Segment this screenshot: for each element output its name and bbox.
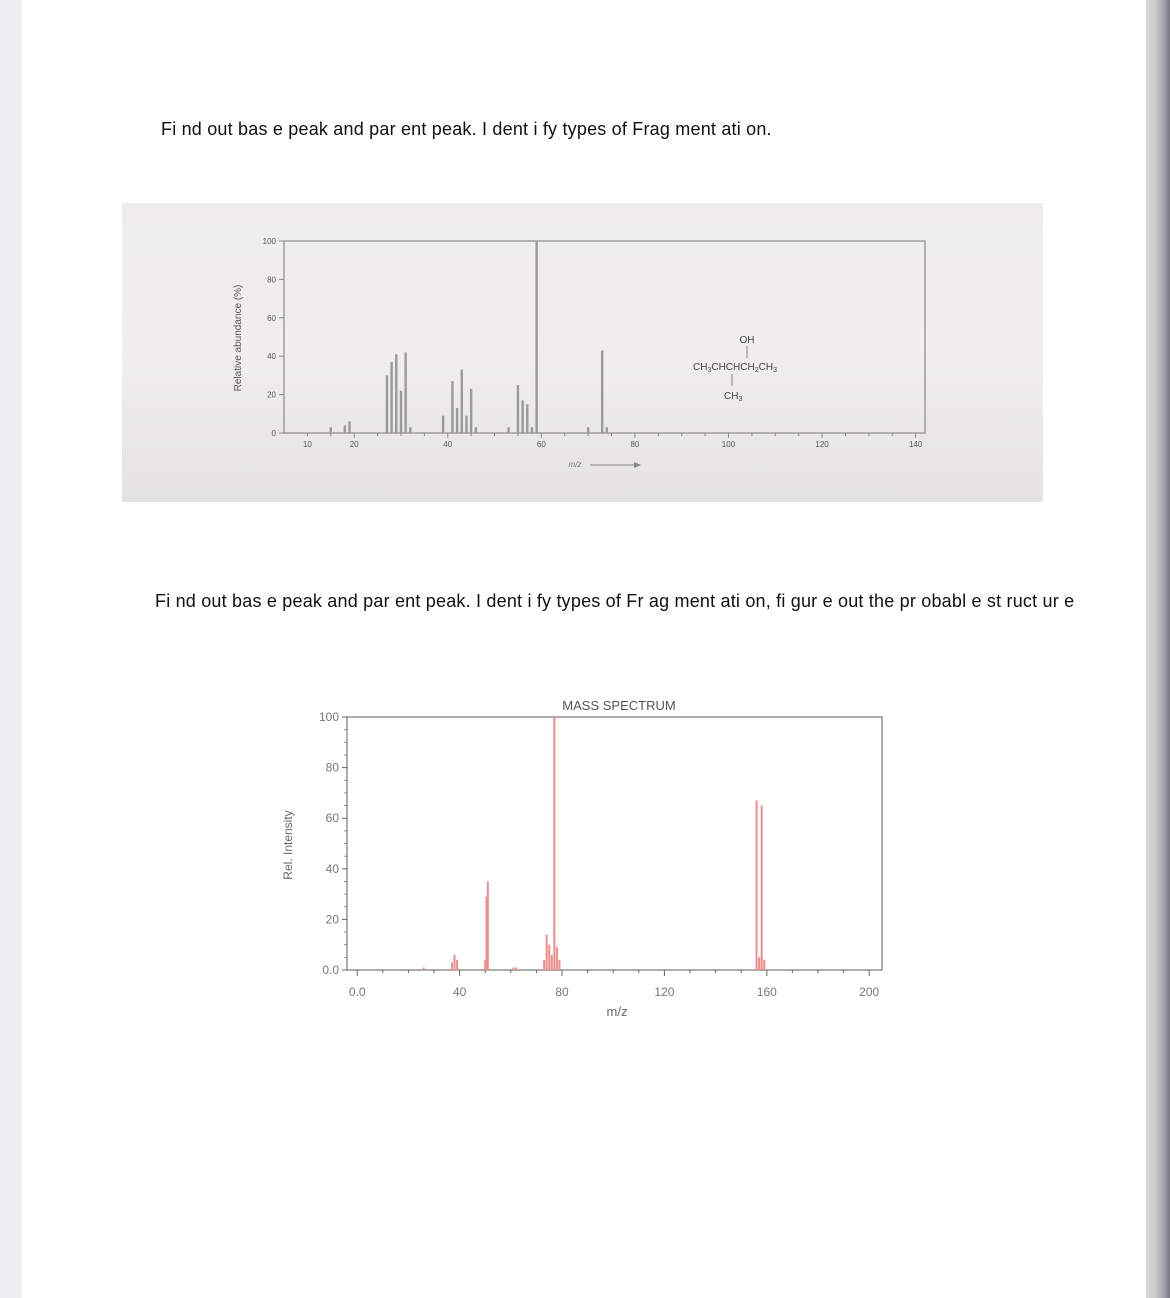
chart-1-peak-bar: [400, 391, 402, 433]
chart-2-x-tick-label: 160: [756, 985, 777, 999]
chart-1-peak-bar: [348, 421, 350, 433]
chart-1-peak-bar: [442, 416, 444, 433]
chart-1-y-tick-label: 60: [267, 313, 276, 323]
chart-2-peak-bar: [487, 881, 489, 970]
chart-1-y-tick-label: 20: [267, 390, 276, 400]
chart-1-x-tick-label: 140: [908, 440, 923, 449]
structure-chain-part: CHCHCH: [711, 362, 755, 373]
chart-2-peak-bar: [454, 955, 456, 970]
chart-1-peak-bar: [344, 425, 346, 433]
chart-1-peak-bar: [390, 362, 392, 433]
chart-2-peak-bar: [515, 967, 517, 970]
chart-1-x-axis-arrowhead: [634, 462, 641, 468]
question-1-text: Fi nd out bas e peak and par ent peak. I dent i fy types of Frag ment ati on.: [161, 119, 772, 139]
structure-chain-subscript: 2: [754, 367, 759, 374]
chart-2-peak-bar: [548, 945, 550, 970]
chart-2-x-tick-label: 80: [555, 985, 569, 999]
chart-1-x-tick-label: 10: [302, 440, 312, 449]
chart-2-mass-spectrum: [260, 690, 960, 1050]
chart-2-peak-bar: [543, 960, 545, 970]
chart-1-peak-bar: [451, 381, 453, 433]
chart-1-peak-bar: [409, 427, 411, 433]
chart-1-y-tick-label: 0: [271, 429, 276, 438]
chart-1-x-axis-title: m/z: [568, 460, 582, 469]
chart-1-peak-bar: [587, 427, 589, 433]
chart-1-peak-bar: [386, 375, 388, 433]
chart-1-x-tick-label: 80: [630, 440, 640, 449]
chart-1-y-tick-label: 80: [267, 275, 276, 285]
structure-methyl: [724, 391, 742, 403]
chart-1-peak-bar: [517, 385, 519, 433]
chart-2-y-tick-label: 60: [325, 811, 339, 826]
chart-2-peak-bar: [423, 967, 425, 970]
chart-2-y-tick-label: 80: [325, 760, 339, 775]
chart-1-y-tick-label: 100: [262, 237, 276, 246]
chart-2-peak-bar: [553, 717, 555, 970]
chart-1-peak-bar: [535, 241, 537, 433]
document-page: [22, 0, 1146, 1298]
chart-2-y-tick-label: 0.0: [322, 963, 339, 977]
chart-2-x-tick-label: 120: [654, 985, 675, 999]
chart-1-y-axis-title: Relative abundance (%): [233, 284, 244, 392]
chart-1-peak-bar: [526, 404, 528, 433]
chart-2-peak-bar: [512, 967, 514, 970]
chart-1-peak-bar: [470, 389, 472, 433]
chart-1-peak-bar: [465, 416, 467, 433]
chart-2-y-tick-label: 20: [325, 912, 339, 927]
chart-2-peak-bar: [451, 962, 453, 970]
structure-main-chain: [693, 362, 777, 374]
chart-2-peak-bar: [758, 957, 760, 970]
chart-2-y-axis-title: Rel. Intensity: [281, 810, 295, 880]
chart-1-x-tick-label: 20: [349, 440, 359, 449]
chart-1-peak-bar: [606, 427, 608, 433]
chart-1-peak-bar: [456, 408, 458, 433]
question-2-text: Fi nd out bas e peak and par ent peak. I dent i fy types of Fr ag ment ati on, fi gur e out the pr obabl e st ruct ur e: [155, 591, 1075, 611]
structure-methyl-subscript: 3: [738, 396, 743, 403]
chart-2-x-tick-label: 0.0: [348, 985, 366, 999]
structure-oh-label: OH: [739, 335, 755, 346]
chart-1-y-tick-label: 40: [267, 352, 276, 362]
structure-chain-subscript: 3: [707, 367, 712, 374]
chart-2-peak-bar: [761, 806, 763, 970]
chart-1-peak-bar: [531, 427, 533, 433]
chart-1-x-tick-label: 40: [443, 440, 453, 449]
chart-1-x-tick-label: 100: [721, 440, 736, 449]
chart-1-x-tick-label: 60: [536, 440, 546, 449]
spectrum-photo: [122, 203, 1043, 502]
chart-1-plot-frame: [284, 241, 925, 433]
chart-2-peak-bar: [763, 960, 765, 970]
chart-1-peak-bar: [330, 427, 332, 433]
chart-1-peak-bar: [404, 352, 406, 433]
structure-chain-subscript: 3: [773, 367, 777, 374]
chart-2-peak-bar: [558, 960, 560, 970]
page-scroll-edge: [1146, 0, 1170, 1298]
chart-2-peak-bar: [456, 960, 458, 970]
chart-2-peak-bar: [551, 955, 553, 970]
chart-2-plot-frame: [347, 717, 882, 970]
structure-methyl-label: CH: [724, 391, 739, 402]
structure-chain-part: CH: [693, 362, 708, 373]
chart-2-x-axis-title: m/z: [606, 1004, 628, 1019]
chart-2-y-tick-label: 100: [318, 710, 339, 724]
chart-2-peak-bar: [756, 800, 758, 970]
chart-1-peak-bar: [395, 354, 397, 433]
chart-2-x-tick-label: 200: [859, 985, 880, 999]
chart-1-mass-spectrum-photo: [122, 203, 1043, 502]
chart-2-peak-bar: [546, 935, 548, 970]
chart-1-x-tick-label: 120: [815, 440, 829, 449]
chart-2-title: MASS SPECTRUM: [562, 698, 676, 713]
structure-chain-part: CH: [758, 362, 774, 373]
chart-1-peak-bar: [461, 370, 463, 433]
chart-2-x-tick-label: 40: [452, 985, 467, 999]
chart-1-peak-bar: [521, 400, 523, 433]
chart-1-peak-bar: [475, 427, 477, 433]
chart-1-peak-bar: [507, 427, 509, 433]
chart-2-y-tick-label: 40: [325, 861, 339, 876]
chart-1-structure-annotation: [693, 335, 777, 403]
chart-2-peak-bar: [556, 947, 558, 970]
chart-1-peak-bar: [601, 350, 603, 433]
